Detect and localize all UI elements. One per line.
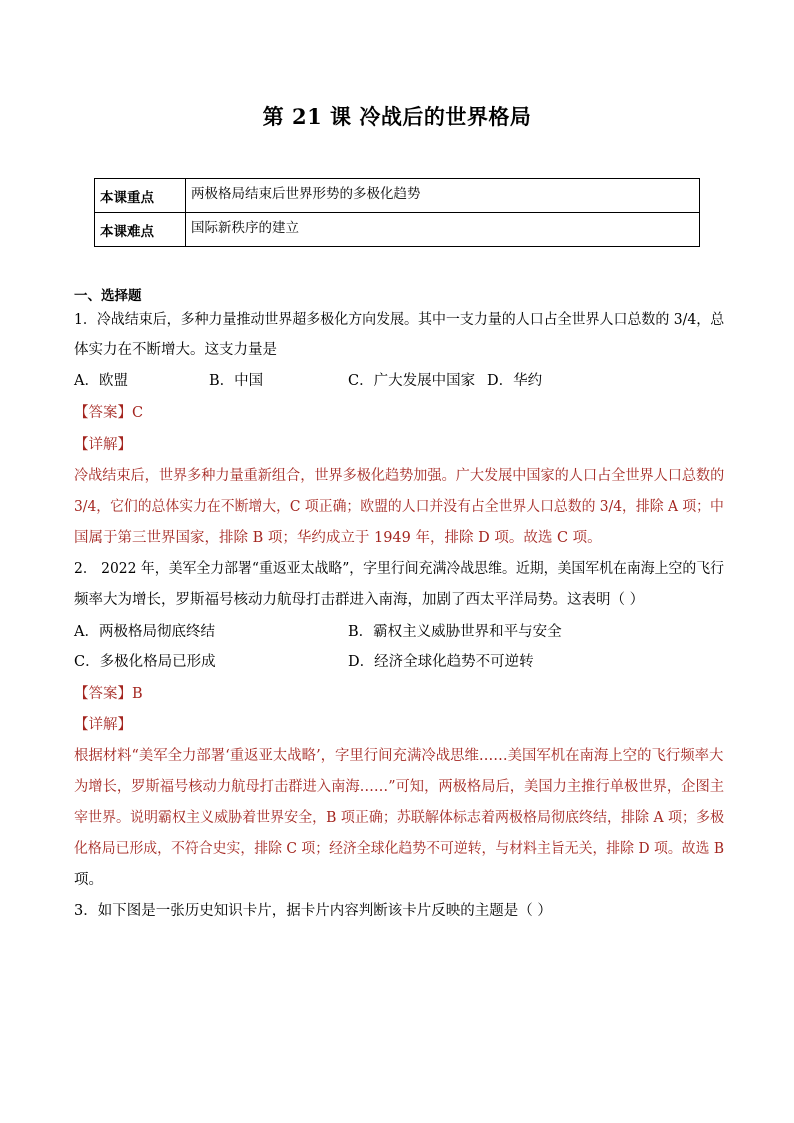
section-heading: 一、选择题 [74,288,142,304]
table-key: 本课难点 [95,213,186,247]
q2-stem-line1: 2． 2022 年，美军全力部署“重返亚太战略”，字里行间充满冷战思维。近期，美国军机在南海上空的飞行 [74,561,724,577]
q1-stem-line2: 体实力在不断增大。这支力量是 [74,342,277,358]
q1-explanation-line1: 冷战结束后，世界多种力量重新组合，世界多极化趋势加强。广大发展中国家的人口占全世界人口总数的 [74,468,725,484]
q2-option-c: C．多极化格局已形成 [74,654,216,670]
q3-stem-line1: 3．如下图是一张历史知识卡片，据卡片内容判断该卡片反映的主题是（ ） [74,903,552,919]
table-key: 本课重点 [95,179,186,213]
q1-option-d: D．华约 [487,373,543,389]
q2-explanation-line3: 宰世界。说明霸权主义威胁着世界安全，B 项正确；苏联解体标志着两极格局彻底终结，排除 A 项；多极 [74,810,725,826]
focus-table [94,178,700,247]
page-title: 第 21 课 冷战后的世界格局 [262,104,532,129]
q1-stem-line1: 1．冷战结束后，多种力量推动世界超多极化方向发展。其中一支力量的人口占全世界人口总数的 3/4，总 [74,312,725,328]
q1-detail-label: 【详解】 [74,437,132,453]
q2-option-b: B．霸权主义威胁世界和平与安全 [348,624,562,640]
q2-stem-line2: 频率大为增长，罗斯福号核动力航母打击群进入南海，加剧了西太平洋局势。这表明（ ） [74,592,645,608]
q2-option-d: D．经济全球化趋势不可逆转 [348,654,534,670]
q2-explanation-line4: 化格局已形成，不符合史实，排除 C 项；经济全球化趋势不可逆转，与材料主旨无关，排除 D 项。故选 B [74,841,725,857]
q2-detail-label: 【详解】 [74,717,132,733]
q1-option-b: B．中国 [209,373,264,389]
table-value: 两极格局结束后世界形势的多极化趋势 [186,179,700,213]
q1-explanation-line2: 3/4，它们的总体实力在不断增大，C 项正确；欧盟的人口并没有占全世界人口总数的 3/4，排除 A 项；中 [74,499,724,515]
q2-explanation-line1: 根据材料“美军全力部署‘重返亚太战略’，字里行间充满冷战思维……美国军机在南海上空的飞行频率大 [74,748,724,764]
q1-answer: 【答案】C [74,405,144,421]
q1-option-a: A．欧盟 [74,373,128,389]
q2-explanation-line5: 项。 [74,872,103,888]
q2-explanation-line2: 为增长，罗斯福号核动力航母打击群进入南海……”可知，两极格局后，美国力主推行单极世界，企图主 [74,779,725,795]
table-value: 国际新秩序的建立 [186,213,700,247]
q2-answer: 【答案】B [74,686,143,702]
table-row [95,213,700,247]
q1-option-c: C．广大发展中国家 [348,373,476,389]
q2-option-a: A．两极格局彻底终结 [74,624,215,640]
table-row [95,179,700,213]
q1-explanation-line3: 国属于第三世界国家，排除 B 项；华约成立于 1949 年，排除 D 项。故选 C 项。 [74,530,602,546]
